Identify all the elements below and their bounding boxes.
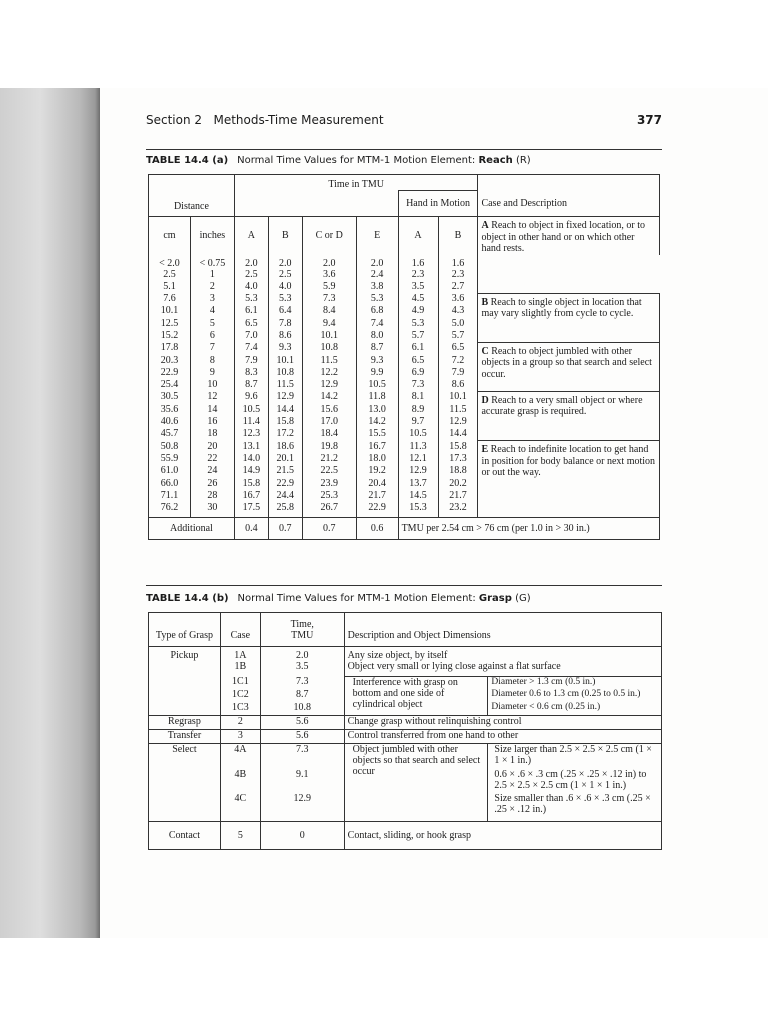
table-b-title: Normal Time Values for MTM-1 Motion Element: — [237, 593, 479, 604]
col-a: A — [234, 217, 268, 255]
table-cell: 6.4 — [268, 305, 302, 317]
table-cell: 12.3 — [234, 428, 268, 440]
table-cell: 10.5 — [234, 404, 268, 416]
additional-label: Additional — [149, 518, 235, 540]
table-cell: 1.6 — [398, 255, 438, 269]
table-cell: 5 — [190, 318, 234, 330]
table-cell: 14 — [190, 404, 234, 416]
table-cell: 21.5 — [268, 465, 302, 477]
col-cd: C or D — [302, 217, 356, 255]
case-4c: 4C — [220, 793, 260, 821]
table-cell: 10.1 — [268, 355, 302, 367]
case-a-description: A Reach to object in fixed location, or to object in other hand or on which other hand rests. — [478, 217, 660, 255]
table-cell: 25.4 — [149, 379, 191, 391]
case-4a: 4A — [220, 743, 260, 769]
table-cell: 14.2 — [356, 416, 398, 428]
table-cell: 10.5 — [356, 379, 398, 391]
table-cell: 21.7 — [356, 490, 398, 502]
table-b-label: TABLE 14.4 (b) — [146, 593, 229, 604]
table-a-title-post: (R) — [512, 155, 531, 166]
table-cell: 2.0 — [268, 255, 302, 269]
table-cell: 10.1 — [302, 330, 356, 342]
case-d-description: D Reach to a very small object or where accurate grasp is required. — [478, 391, 660, 440]
table-cell: 16.7 — [356, 441, 398, 453]
grasp-pickup: Pickup — [149, 647, 221, 716]
table-a-label: TABLE 14.4 (a) — [146, 155, 229, 166]
col-inches: inches — [190, 217, 234, 255]
table-cell: 5.9 — [302, 281, 356, 293]
table-cell: 9 — [190, 367, 234, 379]
col-hand-a: A — [398, 217, 438, 255]
table-cell: 20.4 — [356, 478, 398, 490]
table-cell: 9.4 — [302, 318, 356, 330]
table-cell: 15.6 — [302, 404, 356, 416]
desc-1a: Any size object, by itself — [344, 647, 661, 662]
table-cell: 2.7 — [438, 281, 478, 293]
table-cell: 12.9 — [398, 465, 438, 477]
case-1c1: 1C1 — [220, 676, 260, 689]
table-cell: 2.0 — [302, 255, 356, 269]
table-cell: 26.7 — [302, 502, 356, 518]
table-cell: 15.8 — [268, 416, 302, 428]
time-2: 5.6 — [260, 715, 344, 729]
header-rule — [146, 149, 662, 150]
book-page — [100, 88, 768, 938]
table-b-caption — [146, 593, 531, 604]
table-cell: 22 — [190, 453, 234, 465]
table-cell: 17.0 — [302, 416, 356, 428]
table-cell: 23.9 — [302, 478, 356, 490]
table-cell: 17.5 — [234, 502, 268, 518]
grasp-regrasp: Regrasp — [149, 715, 221, 729]
table-a-title: Normal Time Values for MTM-1 Motion Element: — [237, 155, 479, 166]
case-1a: 1A — [220, 647, 260, 662]
table-cell: 3.8 — [356, 281, 398, 293]
case-5: 5 — [220, 821, 260, 849]
table-cell: 4.5 — [398, 293, 438, 305]
case-4b: 4B — [220, 769, 260, 793]
time-1a: 2.0 — [260, 647, 344, 662]
table-cell: 55.9 — [149, 453, 191, 465]
table-row — [149, 281, 660, 293]
table-cell: 13.7 — [398, 478, 438, 490]
time-4c: 12.9 — [260, 793, 344, 821]
table-cell: 24.4 — [268, 490, 302, 502]
table-cell: 3.5 — [398, 281, 438, 293]
additional-cd: 0.7 — [302, 518, 356, 540]
table-cell: 11.3 — [398, 441, 438, 453]
table-cell: 8.0 — [356, 330, 398, 342]
grasp-contact: Contact — [149, 821, 221, 849]
section-title: Section 2 Methods-Time Measurement — [146, 113, 384, 127]
case-e-description: E Reach to indefinite location to get hand in position for body balance or next motion or out the way. — [478, 441, 660, 518]
additional-note: TMU per 2.54 cm > 76 cm (per 1.0 in > 30 in.) — [398, 518, 659, 540]
table-cell: 9.6 — [234, 391, 268, 403]
table-cell: 10.8 — [302, 342, 356, 354]
table-cell: 18.4 — [302, 428, 356, 440]
table-cell: 22.9 — [149, 367, 191, 379]
table-cell: 10.8 — [268, 367, 302, 379]
table-cell: 14.4 — [268, 404, 302, 416]
dim-4c: Size smaller than .6 × .6 × .3 cm (.25 × .25 × .12 in.) — [488, 793, 662, 821]
case-2: 2 — [220, 715, 260, 729]
table-cell: 5.3 — [234, 293, 268, 305]
table-cell: 10.5 — [398, 428, 438, 440]
table-cell: 14.9 — [234, 465, 268, 477]
table-cell: 1 — [190, 269, 234, 281]
table-cell: 11.5 — [438, 404, 478, 416]
table-cell: 7.0 — [234, 330, 268, 342]
table-cell: 25.3 — [302, 490, 356, 502]
table-cell: 23.2 — [438, 502, 478, 518]
table-cell: 6.5 — [398, 355, 438, 367]
table-cell: 4.0 — [268, 281, 302, 293]
table-cell: 4.9 — [398, 305, 438, 317]
desc-2: Change grasp without relinquishing control — [344, 715, 661, 729]
case-1c2: 1C2 — [220, 689, 260, 702]
case-3: 3 — [220, 729, 260, 743]
table-cell: 35.6 — [149, 404, 191, 416]
time-1b: 3.5 — [260, 661, 344, 676]
time-1c3: 10.8 — [260, 702, 344, 715]
table-cell: 10 — [190, 379, 234, 391]
table-cell: < 2.0 — [149, 255, 191, 269]
table-cell: 3 — [190, 293, 234, 305]
table-cell: 18.6 — [268, 441, 302, 453]
table-cell: 2.3 — [438, 269, 478, 281]
col-hand-b: B — [438, 217, 478, 255]
table-cell: 21.7 — [438, 490, 478, 502]
col-cm: cm — [149, 217, 191, 255]
table-cell: 6.8 — [356, 305, 398, 317]
table-cell: 12.9 — [438, 416, 478, 428]
page-number: 377 — [636, 113, 662, 127]
table-cell: 8.4 — [302, 305, 356, 317]
table-cell: 7.8 — [268, 318, 302, 330]
table-cell: 71.1 — [149, 490, 191, 502]
hand-in-motion-header: Hand in Motion — [398, 191, 478, 217]
col-description: Description and Object Dimensions — [344, 613, 661, 647]
table-cell: 6.9 — [398, 367, 438, 379]
distance-header: Distance — [149, 175, 235, 217]
col-type-of-grasp: Type of Grasp — [149, 613, 221, 647]
additional-b: 0.7 — [268, 518, 302, 540]
table-cell: 5.0 — [438, 318, 478, 330]
dim-1c3: Diameter < 0.6 cm (0.25 in.) — [488, 702, 662, 715]
case-b-description: B Reach to single object in location that may vary slightly from cycle to cycle. — [478, 293, 660, 342]
table-cell: 7.3 — [398, 379, 438, 391]
table-cell: 61.0 — [149, 465, 191, 477]
desc-5: Contact, sliding, or hook grasp — [344, 821, 661, 849]
table-cell: 12.5 — [149, 318, 191, 330]
col-e: E — [356, 217, 398, 255]
table-cell: 5.7 — [398, 330, 438, 342]
table-cell: 26 — [190, 478, 234, 490]
table-row — [149, 293, 660, 305]
table-cell: 2.5 — [268, 269, 302, 281]
book-spine-shadow — [0, 88, 100, 938]
table-cell: 6.1 — [234, 305, 268, 317]
table-b-title-post: (G) — [511, 593, 531, 604]
table-cell: 14.5 — [398, 490, 438, 502]
table-cell: 7.3 — [302, 293, 356, 305]
table-cell: 7.4 — [356, 318, 398, 330]
table-cell: 9.9 — [356, 367, 398, 379]
col-b: B — [268, 217, 302, 255]
table-b-rule — [146, 585, 662, 586]
table-row — [149, 441, 660, 453]
table-cell: 9.3 — [268, 342, 302, 354]
table-cell: 4.3 — [438, 305, 478, 317]
time-1c1: 7.3 — [260, 676, 344, 689]
table-cell: 8.3 — [234, 367, 268, 379]
table-row — [149, 391, 660, 403]
table-cell: 6.1 — [398, 342, 438, 354]
table-row — [149, 342, 660, 354]
table-cell: 7.9 — [234, 355, 268, 367]
table-cell: 15.5 — [356, 428, 398, 440]
table-cell: 14.4 — [438, 428, 478, 440]
table-cell: 7.4 — [234, 342, 268, 354]
table-cell: 18.8 — [438, 465, 478, 477]
desc-3: Control transferred from one hand to other — [344, 729, 661, 743]
dim-4b: 0.6 × .6 × .3 cm (.25 × .25 × .12 in) to 2.5 × 2.5 × 2.5 cm (1 × 1 × 1 in.) — [488, 769, 662, 793]
table-cell: 17.2 — [268, 428, 302, 440]
table-cell: 20 — [190, 441, 234, 453]
table-cell: 20.2 — [438, 478, 478, 490]
grasp-select: Select — [149, 743, 221, 821]
table-cell: 2 — [190, 281, 234, 293]
dim-1c1: Diameter > 1.3 cm (0.5 in.) — [488, 676, 662, 689]
table-cell: 25.8 — [268, 502, 302, 518]
table-cell: 12.2 — [302, 367, 356, 379]
table-cell: 76.2 — [149, 502, 191, 518]
table-cell: 12.1 — [398, 453, 438, 465]
table-cell: 8.6 — [268, 330, 302, 342]
reach-rows — [149, 255, 660, 518]
table-cell: 21.2 — [302, 453, 356, 465]
table-row — [149, 269, 660, 281]
grasp-table — [148, 612, 662, 850]
table-a-title-bold: Reach — [478, 155, 513, 166]
table-cell: 6.5 — [234, 318, 268, 330]
table-cell: 20.1 — [268, 453, 302, 465]
table-cell: 28 — [190, 490, 234, 502]
table-cell: 1.6 — [438, 255, 478, 269]
table-cell: 11.4 — [234, 416, 268, 428]
table-cell: 8.9 — [398, 404, 438, 416]
table-cell: 2.4 — [356, 269, 398, 281]
time-3: 5.6 — [260, 729, 344, 743]
table-cell: 9.7 — [398, 416, 438, 428]
table-cell: 8.7 — [234, 379, 268, 391]
table-cell: < 0.75 — [190, 255, 234, 269]
table-cell: 8.7 — [356, 342, 398, 354]
table-cell: 40.6 — [149, 416, 191, 428]
table-cell: 16.7 — [234, 490, 268, 502]
table-cell: 16 — [190, 416, 234, 428]
table-cell: 3.6 — [438, 293, 478, 305]
table-cell: 22.5 — [302, 465, 356, 477]
table-cell: 5.7 — [438, 330, 478, 342]
table-cell: 50.8 — [149, 441, 191, 453]
col-time-tmu: Time, TMU — [260, 613, 344, 647]
table-cell: 5.1 — [149, 281, 191, 293]
table-cell: 15.2 — [149, 330, 191, 342]
table-cell: 17.8 — [149, 342, 191, 354]
table-cell: 30.5 — [149, 391, 191, 403]
table-cell: 8.1 — [398, 391, 438, 403]
table-cell: 7 — [190, 342, 234, 354]
table-cell: 8.6 — [438, 379, 478, 391]
table-cell: 4 — [190, 305, 234, 317]
time-4a: 7.3 — [260, 743, 344, 769]
case-description-header: Case and Description — [478, 191, 660, 217]
table-cell: 5.3 — [356, 293, 398, 305]
time-4b: 9.1 — [260, 769, 344, 793]
additional-e: 0.6 — [356, 518, 398, 540]
table-cell: 4.0 — [234, 281, 268, 293]
table-cell: 13.0 — [356, 404, 398, 416]
table-cell: 7.2 — [438, 355, 478, 367]
table-cell: 45.7 — [149, 428, 191, 440]
time-5: 0 — [260, 821, 344, 849]
table-cell: 30 — [190, 502, 234, 518]
table-cell: 18 — [190, 428, 234, 440]
table-cell: 15.3 — [398, 502, 438, 518]
table-cell: 66.0 — [149, 478, 191, 490]
table-cell: 5.3 — [268, 293, 302, 305]
table-cell: 22.9 — [268, 478, 302, 490]
table-cell: 6.5 — [438, 342, 478, 354]
desc-1b: Object very small or lying close against a flat surface — [344, 661, 661, 676]
table-cell: 20.3 — [149, 355, 191, 367]
table-cell: 6 — [190, 330, 234, 342]
table-cell: 11.8 — [356, 391, 398, 403]
table-cell: 19.8 — [302, 441, 356, 453]
table-cell: 12.9 — [268, 391, 302, 403]
table-cell: 13.1 — [234, 441, 268, 453]
table-cell: 5.3 — [398, 318, 438, 330]
table-row — [149, 255, 660, 269]
table-cell: 2.5 — [234, 269, 268, 281]
col-case: Case — [220, 613, 260, 647]
table-cell: 15.8 — [234, 478, 268, 490]
page-header — [146, 113, 662, 127]
table-cell: 22.9 — [356, 502, 398, 518]
table-cell: 2.5 — [149, 269, 191, 281]
additional-a: 0.4 — [234, 518, 268, 540]
table-cell: 11.5 — [268, 379, 302, 391]
case-1c3: 1C3 — [220, 702, 260, 715]
desc-1c: Interference with grasp on bottom and one side of cylindrical object — [344, 676, 488, 715]
table-cell: 2.3 — [398, 269, 438, 281]
reach-table — [148, 174, 660, 540]
table-cell: 19.2 — [356, 465, 398, 477]
table-cell: 18.0 — [356, 453, 398, 465]
table-cell: 11.5 — [302, 355, 356, 367]
table-cell: 2.0 — [356, 255, 398, 269]
table-a-caption — [146, 155, 531, 166]
table-cell: 7.6 — [149, 293, 191, 305]
table-cell: 24 — [190, 465, 234, 477]
table-cell: 14.2 — [302, 391, 356, 403]
table-cell: 10.1 — [149, 305, 191, 317]
table-cell: 10.1 — [438, 391, 478, 403]
table-cell: 15.8 — [438, 441, 478, 453]
table-b-title-bold: Grasp — [478, 593, 512, 604]
table-cell: 3.6 — [302, 269, 356, 281]
desc-select: Object jumbled with other objects so that search and select occur — [344, 743, 488, 821]
dim-4a: Size larger than 2.5 × 2.5 × 2.5 cm (1 × 1 × 1 in.) — [488, 743, 662, 769]
time-in-tmu-header: Time in TMU — [234, 175, 478, 191]
table-cell: 14.0 — [234, 453, 268, 465]
table-cell: 12 — [190, 391, 234, 403]
table-cell: 12.9 — [302, 379, 356, 391]
table-cell: 8 — [190, 355, 234, 367]
case-1b: 1B — [220, 661, 260, 676]
time-1c2: 8.7 — [260, 689, 344, 702]
table-cell: 17.3 — [438, 453, 478, 465]
table-cell: 9.3 — [356, 355, 398, 367]
table-cell: 2.0 — [234, 255, 268, 269]
dim-1c2: Diameter 0.6 to 1.3 cm (0.25 to 0.5 in.) — [488, 689, 662, 702]
table-cell: 7.9 — [438, 367, 478, 379]
grasp-transfer: Transfer — [149, 729, 221, 743]
case-c-description: C Reach to object jumbled with other objects in a group so that search and select occur. — [478, 342, 660, 391]
